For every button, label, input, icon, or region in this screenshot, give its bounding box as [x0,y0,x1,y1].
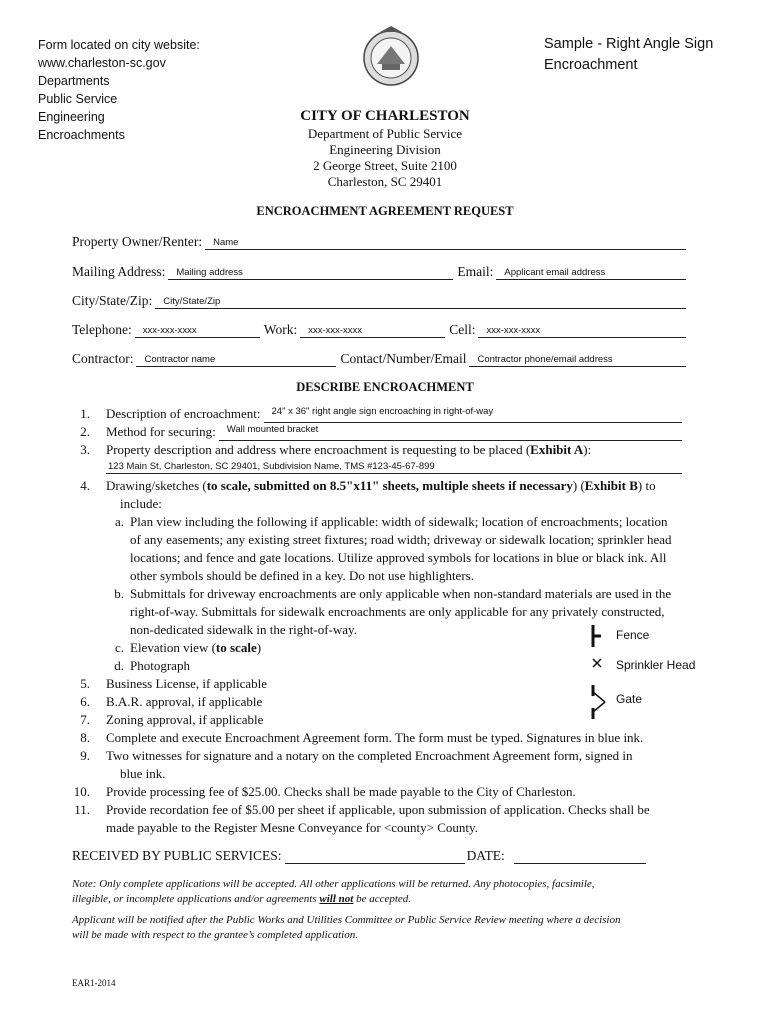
note-line-1: Note: Only complete applications will be accepted. All other applications will be returned. Any photocopies, facsimile, [72,878,595,890]
item-3-text-b: ): [583,442,592,457]
contact-label: Contact/Number/Email [340,351,467,366]
legend-sprinkler: Sprinkler Head [616,658,696,672]
cell-field[interactable] [478,321,686,338]
item-4-exhibit: Exhibit B [584,478,638,493]
item-4-text-b: ) ( [572,478,585,493]
dept-line-3: 2 George Street, Suite 2100 [313,158,457,173]
item-2-value: Wall mounted bracket [226,424,319,435]
item-10-number: 10. [73,784,90,799]
item-4a-line-4: other symbols should be defined in a key. Do not use highlighters. [130,568,474,583]
website-line-5: Engineering [38,110,105,124]
note-line-2a: illegible, or incomplete applications and/or agreements [72,893,320,905]
email-label: Email: [457,264,494,279]
item-1-number: 1. [80,406,90,421]
city-seal-icon [360,24,422,90]
item-3-number: 3. [80,442,90,457]
mailing-field[interactable] [168,263,453,280]
item-4a-text [130,513,672,585]
dept-line-1: Department of Public Service [307,126,463,141]
item-4a-line-1: Plan view including the following if applicable: width of sidewalk; location of encroachments; location [130,514,668,529]
email-value: Applicant email address [504,267,606,278]
item-9-text-a: Two witnesses for signature and a notary on the completed Encroachment Agreement form, signed in [106,748,633,763]
item-5-text: Business License, if applicable [106,676,268,691]
work-field[interactable] [300,321,445,338]
item-4-number: 4. [80,478,90,493]
item-3-field[interactable] [106,457,682,474]
item-8-text: Complete and execute Encroachment Agreement form. The form must be typed. Signatures in blue ink. [106,730,644,745]
form-code: EAR1-2014 [72,978,116,988]
item-4c-text [130,639,261,657]
item-6-text: B.A.R. approval, if applicable [106,694,263,709]
note-complete [72,877,712,907]
item-2-number: 2. [80,424,90,439]
item-11-text-a: Provide recordation fee of $5.00 per sheet if applicable, upon submission of application. Checks shall be [106,802,650,817]
item-3-value: 123 Main St, Charleston, SC 29401, Subdivision Name, TMS #123-45-67-899 [108,461,435,472]
date-field[interactable] [514,847,646,864]
work-label: Work: [263,322,298,337]
item-9-number: 9. [80,748,90,763]
item-4c-letter: c. [114,640,124,655]
fence-icon [588,624,608,648]
contractor-row [72,349,686,367]
item-3-text-a: Property description and address where encroachment is requesting to be placed ( [106,442,531,457]
cell-value: xxx-xxx-xxxx [486,325,541,336]
item-1-field[interactable] [264,406,683,423]
received-label: RECEIVED BY PUBLIC SERVICES: [72,848,282,863]
form-title: ENCROACHMENT AGREEMENT REQUEST [256,204,514,218]
item-4b-line-1: Submittals for driveway encroachments are only applicable when non-standard materials are used in the [130,586,672,601]
item-4-text-d: include: [120,496,162,511]
item-4-text-a: Drawing/sketches ( [106,478,207,493]
item-2-row [106,423,682,441]
city-field[interactable] [155,292,686,309]
website-line-4: Public Service [38,92,118,106]
item-4b-letter: b. [114,586,124,601]
item-2-field[interactable] [219,424,682,441]
telephone-label: Telephone: [72,322,132,337]
legend-fence: Fence [616,628,650,642]
work-value: xxx-xxx-xxxx [308,325,363,336]
owner-value: Name [213,237,239,248]
item-11-number: 11. [74,802,90,817]
owner-row [72,232,686,250]
item-6-number: 6. [80,694,90,709]
item-1-row [106,405,682,423]
item-4-bold: to scale, submitted on 8.5"x11" sheets, multiple sheets if necessary [206,478,573,493]
website-line-2: www.charleston-sc.gov [38,56,166,70]
telephone-field[interactable] [135,321,260,338]
item-2-label: Method for securing: [106,424,216,439]
contractor-label: Contractor: [72,351,134,366]
sample-title [544,34,713,76]
city-name: CITY OF CHARLESTON [300,108,470,124]
item-4b-line-2: right-of-way. Submittals for sidewalk encroachments are only applicable for any privately constructed, [130,604,665,619]
item-7-number: 7. [80,712,90,727]
phone-row [72,320,686,338]
item-4a-line-3: locations; and fence and gate locations. Utilize approved symbols for locations in blue or black ink. All [130,550,667,565]
mailing-value: Mailing address [176,267,243,278]
website-line-3: Departments [38,74,110,88]
received-field[interactable] [285,847,465,864]
item-4c-bold: to scale [215,640,257,655]
notification-line-1: Applicant will be notified after the Public Works and Utilities Committee or Public Service Review meeting where a decision [72,914,621,926]
item-3-exhibit: Exhibit A [530,442,584,457]
note-will-not: will not [319,893,354,905]
legend-gate: Gate [616,692,643,706]
dept-line-4: Charleston, SC 29401 [327,174,443,189]
item-1-label: Description of encroachment: [106,406,261,421]
date-label: DATE: [466,848,505,863]
item-4c-text-b: ) [256,640,262,655]
owner-field[interactable] [205,233,686,250]
city-row [72,291,686,309]
item-4-text-c: ) to [637,478,656,493]
note-notification [72,913,712,943]
received-row [72,846,660,864]
email-field[interactable] [496,263,686,280]
item-4d-text: Photograph [130,658,190,673]
item-4a-letter: a. [114,514,124,529]
item-4a-line-2: of any easements; any existing street fixtures; road width; driveway or sidewalk location; sprinkler head [130,532,672,547]
note-line-2b: be accepted. [353,893,412,905]
cell-label: Cell: [449,322,476,337]
describe-title: DESCRIBE ENCROACHMENT [296,380,474,394]
contact-value: Contractor phone/email address [477,354,613,365]
department-address [0,126,770,190]
contact-field[interactable] [469,350,686,367]
item-4c-text-a: Elevation view ( [130,640,216,655]
contractor-field[interactable] [136,350,336,367]
item-7-text: Zoning approval, if applicable [106,712,264,727]
item-5-number: 5. [80,676,90,691]
sample-title-line-2: Encroachment [544,57,638,73]
item-10-text: Provide processing fee of $25.00. Checks shall be made payable to the City of Charleston. [106,784,576,799]
item-1-value: 24" x 36" right angle sign encroaching in right-of-way [271,406,494,417]
mailing-label: Mailing Address: [72,264,166,279]
city-label: City/State/Zip: [72,293,153,308]
item-9-text-b: blue ink. [120,766,166,781]
sample-title-line-1: Sample - Right Angle Sign [544,36,714,52]
telephone-value: xxx-xxx-xxxx [142,325,197,336]
dept-line-2: Engineering Division [329,142,441,157]
owner-label: Property Owner/Renter: [72,234,203,249]
item-4-text [106,477,656,495]
item-8-number: 8. [80,730,90,745]
contractor-value: Contractor name [144,354,216,365]
mailing-row [72,262,686,280]
sprinkler-icon [590,656,604,670]
item-4d-letter: d. [114,658,124,673]
website-line-6: Encroachments [38,128,125,142]
item-11-text-b: made payable to the Register Mesne Conveyance for <county> County. [106,820,478,835]
gate-icon [588,684,610,720]
item-4b-line-3: non-dedicated sidewalk in the right-of-way. [130,622,357,637]
notification-line-2: will be made with respect to the grantee’s completed application. [72,929,358,941]
city-value: City/State/Zip [163,296,221,307]
website-line-1: Form located on city website: [38,38,200,52]
